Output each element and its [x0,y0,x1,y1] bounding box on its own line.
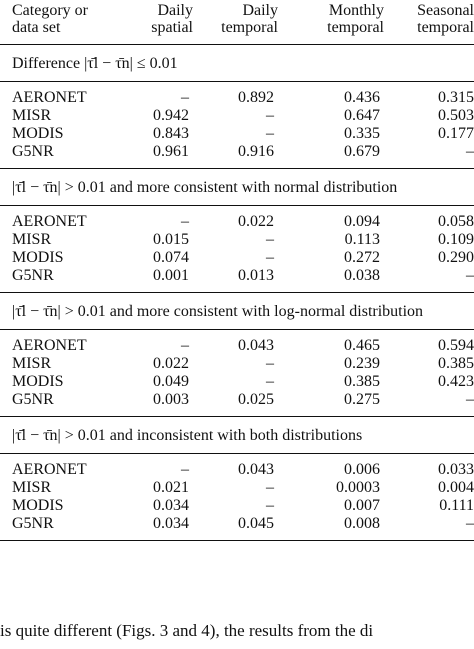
table-cell: 0.335 [344,125,380,142]
table-cell: – [466,143,474,160]
table-cell: 0.034 [153,497,189,514]
table-cell: 0.503 [438,107,474,124]
table-cell: 0.034 [153,515,189,532]
table-row [0,89,474,107]
table-cell: 0.022 [238,213,274,230]
table-row [0,249,474,267]
table-row [0,107,474,125]
table-cell: 0.177 [438,125,474,142]
row-label: G5NR [12,391,54,408]
table-cell: 0.109 [438,231,474,248]
table-cell: 0.003 [153,391,189,408]
row-label: MODIS [12,497,64,514]
table-cell: 0.647 [344,107,380,124]
table-cell: – [266,249,274,266]
row-label: MISR [12,355,52,372]
table-row [0,267,474,285]
row-label: MODIS [12,373,64,390]
table-cell: – [266,497,274,514]
table-cell: 0.007 [344,497,380,514]
table-cell: 0.043 [238,337,274,354]
table-cell: 0.021 [153,479,189,496]
section-caption: Difference |τ̄l − τ̄n| ≤ 0.01 [12,54,178,72]
table-row [0,125,474,143]
table-cell: 0.013 [238,267,274,284]
section-caption: |τ̄l − τ̄n| > 0.01 and more consistent with log-normal distribution [12,302,424,320]
table-cell: – [266,231,274,248]
table-row [0,213,474,231]
table-row [0,231,474,249]
table-cell: – [466,391,474,408]
table-cell: 0.094 [344,213,380,230]
table-row [0,515,474,533]
table-cell: 0.015 [153,231,189,248]
table-cell: 0.058 [438,213,474,230]
table-cell: – [266,125,274,142]
table-cell: – [266,373,274,390]
table-cell: 0.843 [153,125,189,142]
table-cell: – [466,267,474,284]
table-cell: 0.385 [438,355,474,372]
section-caption: |τ̄l − τ̄n| > 0.01 and more consistent with normal distribution [12,178,398,196]
table-row [0,337,474,355]
column-header-daily-spatial: Daily spatial [151,2,193,36]
row-label: AERONET [12,337,87,354]
column-header-seasonal-temporal: Seasonal temporal [417,2,474,36]
table-cell: 0.892 [238,89,274,106]
row-label: G5NR [12,515,54,532]
table-cell: 0.961 [153,143,189,160]
section-caption: |τ̄l − τ̄n| > 0.01 and inconsistent with both distributions [12,426,363,444]
table-cell: 0.033 [438,461,474,478]
table-cell: 0.465 [344,337,380,354]
table-cell: 0.025 [238,391,274,408]
table-cell: – [181,213,189,230]
table-section [0,169,474,293]
table-section [0,293,474,417]
table-cell: – [181,89,189,106]
row-label: MISR [12,231,52,248]
column-header-daily-temporal: Daily temporal [221,2,278,36]
table-cell: 0.043 [238,461,274,478]
table-cell: 0.290 [438,249,474,266]
table-cell: 0.942 [153,107,189,124]
row-label: MISR [12,479,52,496]
table-row [0,355,474,373]
table-cell: 0.916 [238,143,274,160]
table-cell: – [466,515,474,532]
table-section [0,45,474,169]
table-bottom-rule [0,540,474,541]
row-label: AERONET [12,461,87,478]
table-cell: 0.045 [238,515,274,532]
header-row [0,2,474,40]
row-label: G5NR [12,267,54,284]
table-cell: – [266,479,274,496]
table-cell: 0.679 [344,143,380,160]
table-cell: – [266,107,274,124]
column-header-category: Category or data set [12,2,88,36]
table-cell: 0.272 [344,249,380,266]
table-cell: 0.049 [153,373,189,390]
table-cell: 0.008 [344,515,380,532]
table-cell: 0.0003 [336,479,380,496]
table-cell: 0.275 [344,391,380,408]
table-row [0,143,474,161]
table-cell: 0.436 [344,89,380,106]
table-cell: 0.113 [344,231,380,248]
row-label: AERONET [12,213,87,230]
table-section [0,417,474,541]
table-cell: – [181,461,189,478]
table-cell: 0.315 [438,89,474,106]
row-label: AERONET [12,89,87,106]
table-cell: 0.006 [344,461,380,478]
row-label: MODIS [12,125,64,142]
table-cell: 0.594 [438,337,474,354]
table-cell: 0.022 [153,355,189,372]
body-text-line: is quite different (Figs. 3 and 4), the results from the di [0,621,374,640]
table-cell: 0.004 [438,479,474,496]
row-label: MISR [12,107,52,124]
table-cell: 0.385 [344,373,380,390]
table-row [0,479,474,497]
table-cell: – [181,337,189,354]
row-label: MODIS [12,249,64,266]
table-row [0,391,474,409]
column-header-monthly-temporal: Monthly temporal [327,2,384,36]
table-cell: 0.423 [438,373,474,390]
table-cell: – [266,355,274,372]
table-cell: 0.074 [153,249,189,266]
row-label: G5NR [12,143,54,160]
table-cell: 0.001 [153,267,189,284]
table-cell: 0.038 [344,267,380,284]
table-row [0,461,474,479]
table-cell: 0.111 [439,497,474,514]
table-row [0,497,474,515]
table-row [0,373,474,391]
table-cell: 0.239 [344,355,380,372]
